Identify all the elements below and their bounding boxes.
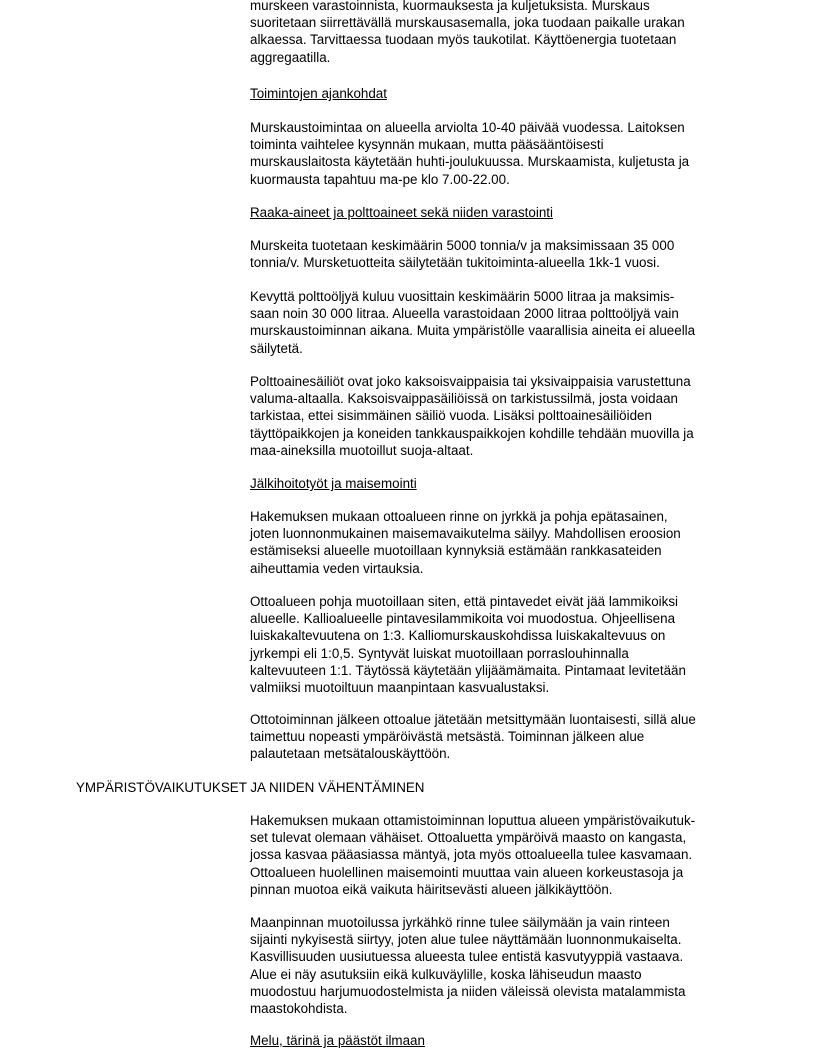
- text-line: aggregaatilla.: [250, 49, 331, 65]
- text-line: murskeen varastoinnista, kuormauksesta ja kuljetuksista. Murskaus: [250, 0, 650, 13]
- text-line: murskaustoiminnan aikana. Muita ympäristölle vaarallisia aineita ei alueella: [250, 323, 696, 339]
- text-line: Kevyttä polttoöljyä kuluu vuosittain keskimäärin 5000 litraa ja maksimis-: [250, 289, 675, 304]
- paragraph-murskeita: [250, 237, 750, 271]
- text-line: taimettuu nopeasti ympäröivästä metsästä. Toiminnan jälkeen alue: [250, 729, 645, 745]
- text-line: estämiseksi alueelle muotoillaan kynnyksiä estämään rankkasateiden: [250, 543, 662, 559]
- section-heading-ymparistovaikutukset: [76, 779, 424, 796]
- text-line: suoritetaan siirrettävällä murskausasemalla, joka tuodaan paikalle urakan: [250, 15, 685, 31]
- text-line: tarkistaa, ettei sisimmäinen säiliö vuoda. Lisäksi polttoainesäiliöiden: [250, 408, 652, 424]
- heading-jalkihoitotyot: [250, 475, 750, 492]
- text-line: jyrkempi eli 1:0,5. Syntyvät luiskat muotoillaan porraslouhinnalla: [250, 645, 629, 661]
- paragraph-polttoainesailiot: [250, 373, 750, 459]
- heading-raaka-aineet: [250, 204, 750, 221]
- text-line: Murskeita tuotetaan keskimäärin 5000 tonnia/v ja maksimissaan 35 000: [250, 238, 675, 253]
- text-line: alkaessa. Tarvittaessa tuodaan myös taukotilat. Käyttöenergia tuotetaan: [250, 32, 677, 48]
- paragraph-kevytta-polttooljya: [250, 288, 750, 357]
- text-line: palautetaan metsätalouskäyttöön.: [250, 746, 451, 762]
- heading-text: Jälkihoitotyöt ja maisemointi: [250, 476, 417, 491]
- text-line: valuma-altaalla. Kaksoisvaippasäiliöissä on tarkistussilmä, josta voidaan: [250, 391, 678, 407]
- text-line: säilytetä.: [250, 340, 303, 356]
- paragraph-intro: [250, 0, 750, 66]
- text-line: sijainti nykyisestä siirtyy, joten alue tulee näyttämään luonnonmukaiselta.: [250, 932, 682, 948]
- text-line: valmiiksi muotoiltuun maanpintaan kasvualustaksi.: [250, 680, 550, 696]
- text-line: maa-aineksilla muotoillut suoja-altaat.: [250, 442, 474, 458]
- text-line: Hakemuksen mukaan ottamistoiminnan loputtua alueen ympäristövaikutuk-: [250, 813, 696, 828]
- text-line: jossa kasvaa pääasiassa mäntyä, jota myös ottoalueella tulee kasvamaan.: [250, 847, 693, 863]
- text-line: Polttoainesäiliöt ovat joko kaksoisvaippaisia tai yksivaippaisia varustettuna: [250, 374, 691, 389]
- text-line: Murskaustoimintaa on alueella arviolta 10-40 päivää vuodessa. Laitoksen: [250, 120, 685, 135]
- text-line: joten luonnonmukainen maisemavaikutelma säilyy. Mahdollisen eroosion: [250, 526, 681, 542]
- text-line: Maanpinnan muotoilussa jyrkähkö rinne tulee säilymään ja vain rinteen: [250, 915, 670, 930]
- text-line: Hakemuksen mukaan ottoalueen rinne on jyrkkä ja pohja epätasainen,: [250, 509, 668, 524]
- text-line: Ottotoiminnan jälkeen ottoalue jätetään metsittymään luontaisesti, sillä alue: [250, 712, 696, 727]
- heading-text: YMPÄRISTÖVAIKUTUKSET JA NIIDEN VÄHENTÄMINEN: [76, 780, 425, 795]
- text-line: aiheuttamia veden virtauksia.: [250, 560, 424, 576]
- paragraph-murskaustoimintaa: [250, 119, 750, 188]
- heading-text: Raaka-aineet ja polttoaineet sekä niiden varastointi: [250, 205, 553, 220]
- paragraph-hakemuksen-rinne: [250, 508, 750, 577]
- paragraph-maanpinnan-muotoilussa: [250, 914, 750, 1017]
- text-line: täyttöpaikkojen ja koneiden tankkauspaikkojen kohdille tehdään muovilla ja: [250, 425, 694, 441]
- text-line: Ottoalueen pohja muotoillaan siten, että pintavedet eivät jää lammikoiksi: [250, 594, 679, 609]
- paragraph-hakemuksen-ymparistovaikutukset: [250, 812, 750, 898]
- paragraph-ottotoiminnan-jalkeen: [250, 711, 750, 763]
- text-line: pinnan muotoa eikä vaikuta häiritsevästi alueen jälkikäyttöön.: [250, 881, 613, 897]
- text-line: kuormausta tapahtuu ma-pe klo 7.00-22.00.: [250, 171, 510, 187]
- text-line: Ottoalueen huolellinen maisemointi muuttaa vain alueen korkeustasoja ja: [250, 864, 684, 880]
- heading-text: Toimintojen ajankohdat: [250, 86, 387, 101]
- heading-melu-tarina-paastot: [250, 1032, 750, 1049]
- text-line: maastokohdista.: [250, 1001, 348, 1017]
- text-line: alueelle. Kallioalueelle pintavesilammikoita voi muodostua. Ohjeellisena: [250, 611, 676, 627]
- text-line: murskauslaitosta käytetään huhti-joulukuussa. Murskaamista, kuljetusta ja: [250, 154, 690, 170]
- text-line: tonnia/v. Mursketuotteita säilytetään tukitoiminta-alueella 1kk-1 vuosi.: [250, 255, 660, 271]
- text-line: set tulevat olemaan vähäiset. Ottoaluetta ympäröivä maasto on kangasta,: [250, 830, 687, 846]
- text-line: saan noin 30 000 litraa. Alueella varastoidaan 2000 litraa polttoöljyä vain: [250, 306, 679, 322]
- text-line: Alue ei näy asutuksiin eikä kulkuväylille, koska lähiseudun maasto: [250, 966, 642, 982]
- text-line: kaltevuuteen 1:1. Täytössä käytetään ylijäämämaita. Pintamaat levitetään: [250, 662, 686, 678]
- paragraph-ottoalueen-pohja: [250, 593, 750, 696]
- text-line: Kasvillisuuden uusiutuessa alueesta tulee entistä kasvutyyppiä vastaava.: [250, 949, 684, 965]
- text-line: luiskakaltevuutena on 1:3. Kalliomurskauskohdissa luiskakaltevuus on: [250, 628, 666, 644]
- heading-text: Melu, tärinä ja päästöt ilmaan: [250, 1033, 425, 1048]
- text-line: muodostuu harjumuodostelmista ja niiden väleissä olevista matalammista: [250, 983, 686, 999]
- text-line: toiminta vaihtelee kysynnän mukaan, mutta pääsääntöisesti: [250, 137, 604, 153]
- heading-toimintojen-ajankohdat: [250, 85, 750, 102]
